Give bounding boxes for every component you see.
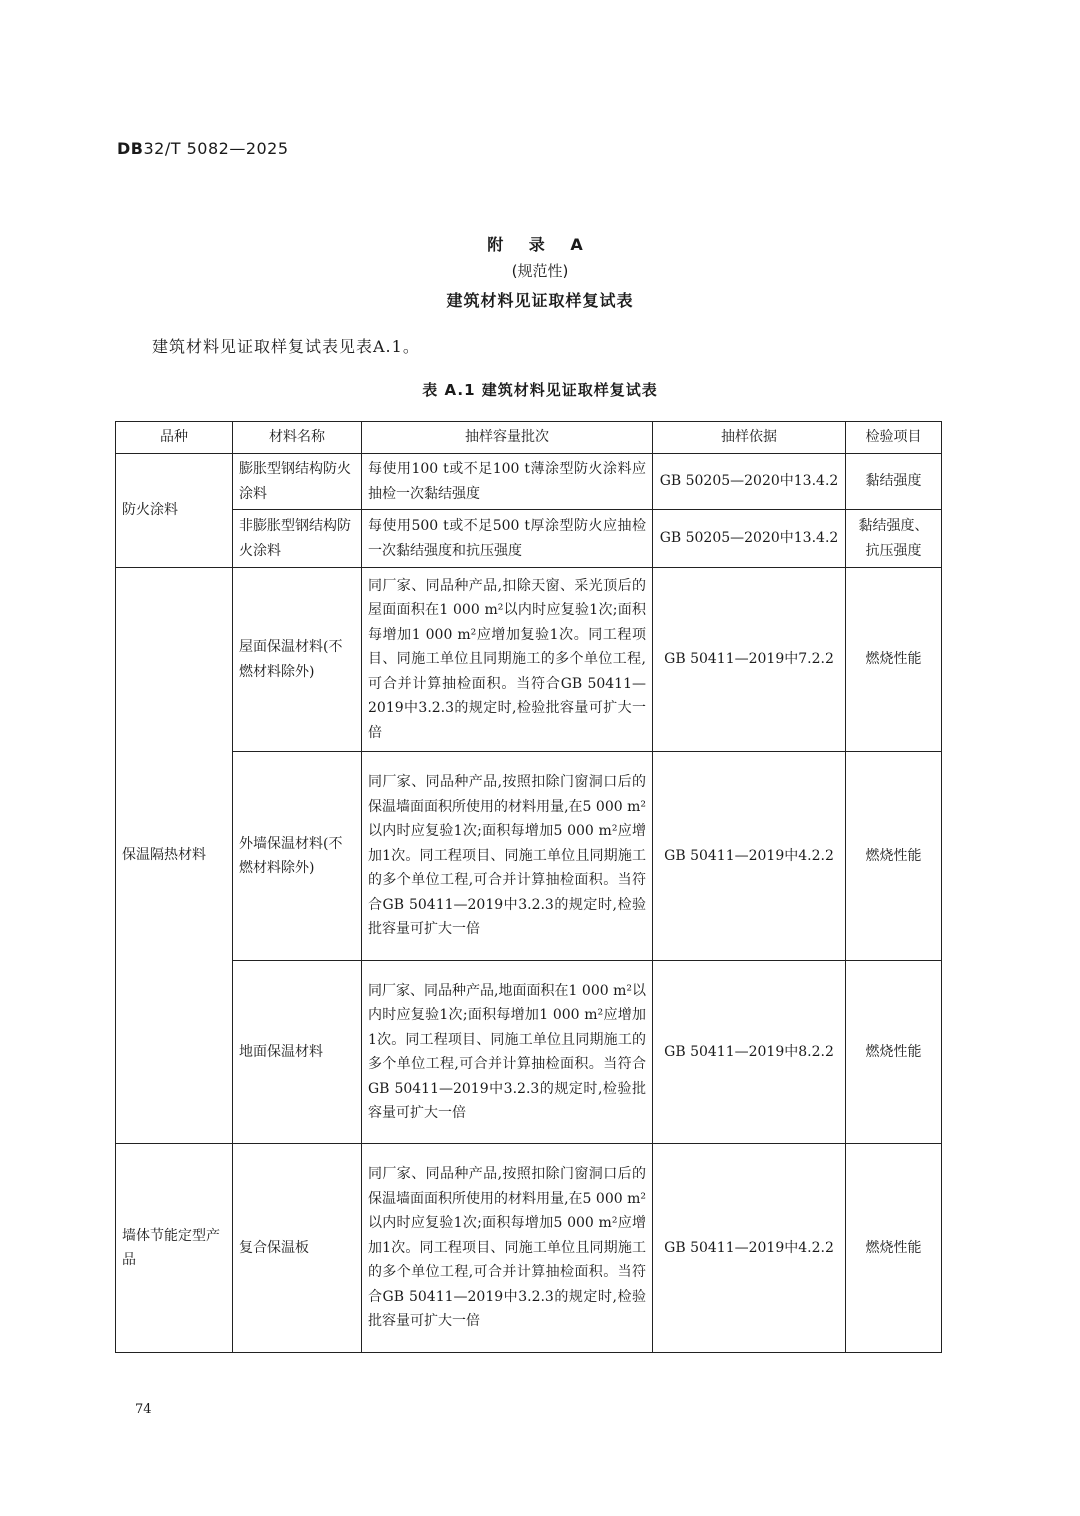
table-row xyxy=(116,510,942,568)
standard-code xyxy=(117,139,289,158)
material-name-cell: 非膨胀型钢结构防火涂料 xyxy=(233,510,362,568)
sampling-basis-cell: GB 50411—2019中7.2.2 xyxy=(653,568,846,752)
intro-paragraph: 建筑材料见证取样复试表见表A.1。 xyxy=(152,337,420,356)
material-name-cell: 外墙保温材料(不燃材料除外) xyxy=(233,752,362,961)
standard-code-number: 32/T 5082—2025 xyxy=(143,139,289,158)
category-cell: 防火涂料 xyxy=(116,454,233,568)
test-item-cell: 黏结强度 xyxy=(846,454,942,510)
sampling-batch-cell: 每使用500 t或不足500 t厚涂型防火应抽检一次黏结强度和抗压强度 xyxy=(362,510,653,568)
material-name-cell: 复合保温板 xyxy=(233,1144,362,1353)
category-cell: 墙体节能定型产品 xyxy=(116,1144,233,1353)
header-test-item: 检验项目 xyxy=(846,422,942,454)
sampling-basis-cell: GB 50205—2020中13.4.2 xyxy=(653,454,846,510)
test-item-cell: 燃烧性能 xyxy=(846,1144,942,1353)
material-name-cell: 膨胀型钢结构防火涂料 xyxy=(233,454,362,510)
sampling-basis-cell: GB 50205—2020中13.4.2 xyxy=(653,510,846,568)
table-row xyxy=(116,752,942,961)
test-item-cell: 燃烧性能 xyxy=(846,961,942,1144)
header-sampling-batch: 抽样容量批次 xyxy=(362,422,653,454)
category-cell: 保温隔热材料 xyxy=(116,568,233,1144)
table-row xyxy=(116,454,942,510)
table-header-row xyxy=(116,422,942,454)
sampling-table xyxy=(115,421,942,1353)
test-item-cell: 燃烧性能 xyxy=(846,568,942,752)
table-row xyxy=(116,568,942,752)
sampling-basis-cell: GB 50411—2019中8.2.2 xyxy=(653,961,846,1144)
sampling-batch-cell: 每使用100 t或不足100 t薄涂型防火涂料应抽检一次黏结强度 xyxy=(362,454,653,510)
sampling-batch-cell: 同厂家、同品种产品,按照扣除门窗洞口后的保温墙面面积所使用的材料用量,在5 000 m²以内时应复验1次;面积每增加5 000 m²应增加1次。同工程项目、同施工单位且同期施工的多个单位工程,可合并计算抽检面积。当符合GB 50411—2019中3.2.3的规定时,检验批容量可扩大一倍 xyxy=(362,752,653,961)
sampling-batch-cell: 同厂家、同品种产品,按照扣除门窗洞口后的保温墙面面积所使用的材料用量,在5 000 m²以内时应复验1次;面积每增加5 000 m²应增加1次。同工程项目、同施工单位且同期施工的多个单位工程,可合并计算抽检面积。当符合GB 50411—2019中3.2.3的规定时,检验批容量可扩大一倍 xyxy=(362,1144,653,1353)
test-item-cell: 黏结强度、抗压强度 xyxy=(846,510,942,568)
appendix-subtitle: (规范性) xyxy=(511,262,569,280)
header-category: 品种 xyxy=(116,422,233,454)
appendix-name: 建筑材料见证取样复试表 xyxy=(446,291,634,310)
sampling-batch-cell: 同厂家、同品种产品,地面面积在1 000 m²以内时应复验1次;面积每增加1 000 m²应增加1次。同工程项目、同施工单位且同期施工的多个单位工程,可合并计算抽检面积。当符合GB 50411—2019中3.2.3的规定时,检验批容量可扩大一倍 xyxy=(362,961,653,1144)
appendix-title: 附 录 A xyxy=(487,235,593,254)
sampling-basis-cell: GB 50411—2019中4.2.2 xyxy=(653,752,846,961)
table-row xyxy=(116,1144,942,1353)
page-number: 74 xyxy=(135,1402,152,1417)
sampling-basis-cell: GB 50411—2019中4.2.2 xyxy=(653,1144,846,1353)
table-caption: 表 A.1 建筑材料见证取样复试表 xyxy=(422,381,658,399)
table-row xyxy=(116,961,942,1144)
header-material-name: 材料名称 xyxy=(233,422,362,454)
material-name-cell: 地面保温材料 xyxy=(233,961,362,1144)
header-sampling-basis: 抽样依据 xyxy=(653,422,846,454)
material-name-cell: 屋面保温材料(不燃材料除外) xyxy=(233,568,362,752)
sampling-batch-cell: 同厂家、同品种产品,扣除天窗、采光顶后的屋面面积在1 000 m²以内时应复验1次;面积每增加1 000 m²应增加复验1次。同工程项目、同施工单位且同期施工的多个单位工程,可合并计算抽检面积。当符合GB 50411—2019中3.2.3的规定时,检验批容量可扩大一倍 xyxy=(362,568,653,752)
standard-code-prefix: DB xyxy=(117,139,144,158)
test-item-cell: 燃烧性能 xyxy=(846,752,942,961)
